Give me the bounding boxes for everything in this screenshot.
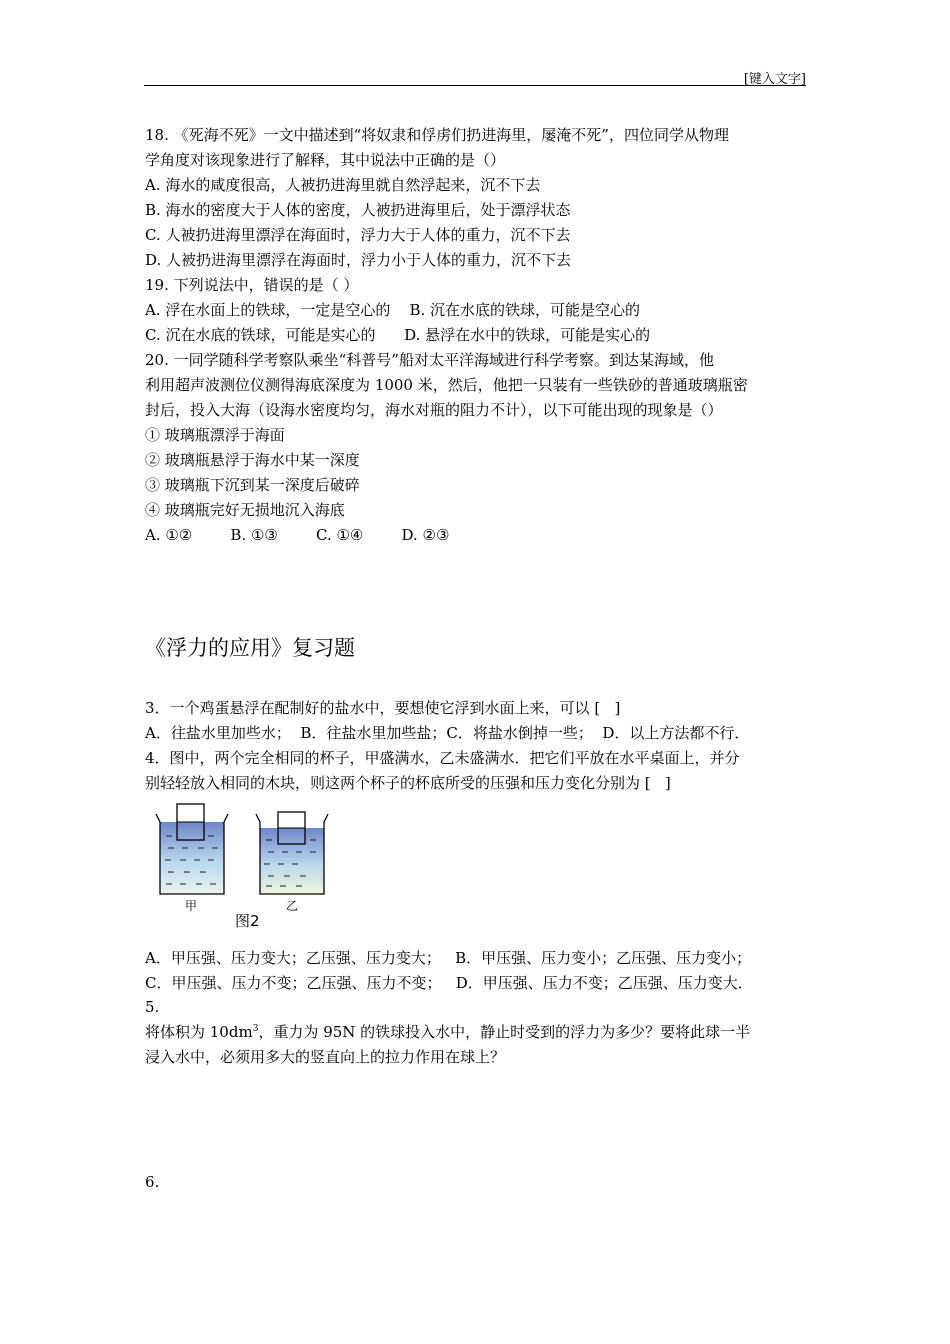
text-line: 学角度对该现象进行了解释，其中说法中正确的是（） <box>145 151 506 169</box>
q5-text-start: 将体积为 10dm <box>145 1023 253 1041</box>
header-divider <box>144 85 806 86</box>
question-6-number: 6. <box>145 1173 160 1191</box>
text-line: C．甲压强、压力不变；乙压强、压力不变； D．甲压强、压力不变；乙压强、压力变大． <box>145 974 753 992</box>
text-line: A. ①② B. ①③ C. ①④ D. ②③ <box>145 526 450 544</box>
q5-superscript: 3 <box>252 1024 259 1034</box>
text-line: A. 浮在水面上的铁球，一定是空心的 B. 沉在水底的铁球，可能是空心的 <box>145 301 641 319</box>
question-5-number: 5. <box>145 998 160 1016</box>
cup-yi-label: 乙 <box>286 899 299 913</box>
text-line: ③ 玻璃瓶下沉到某一深度后破碎 <box>145 476 360 494</box>
text-line: 利用超声波测位仪测得海底深度为 1000 米，然后，他把一只装有一些铁砂的普通玻璃瓶密 <box>145 376 748 394</box>
text-line: C. 人被扔进海里漂浮在海面时，浮力大于人体的重力，沉不下去 <box>145 226 571 244</box>
questions-18-20 <box>145 123 810 548</box>
questions-3-4 <box>145 696 810 796</box>
text-line: C. 沉在水底的铁球，可能是实心的 D. 悬浮在水中的铁球，可能是实心的 <box>145 326 651 344</box>
section-title: 《浮力的应用》复习题 <box>145 636 355 660</box>
page-header: [键入文字] <box>743 72 806 87</box>
text-line: 3．一个鸡蛋悬浮在配制好的盐水中，要想使它浮到水面上来，可以 [ ] <box>145 699 621 717</box>
cups-figure <box>150 800 330 930</box>
figure-caption: 图2 <box>235 912 260 930</box>
text-line: D. 人被扔进海里漂浮在海面时，浮力小于人体的重力，沉不下去 <box>145 251 572 269</box>
text-line <box>145 1020 810 1045</box>
text-line: 别轻轻放入相同的木块，则这两个杯子的杯底所受的压强和压力变化分别为 [ ] <box>145 774 671 792</box>
text-line: 20. 一同学随科学考察队乘坐“科普号”船对太平洋海域进行科学考察。到达某海域，他 <box>145 351 714 369</box>
text-line: 18. 《死海不死》一文中描述到“将奴隶和俘虏们扔进海里，屡淹不死”，四位同学从物理 <box>145 126 729 144</box>
text-line: 19. 下列说法中，错误的是（ ） <box>145 276 359 294</box>
text-line: A. 海水的咸度很高，人被扔进海里就自然浮起来，沉不下去 <box>145 176 541 194</box>
text-line: A．甲压强、压力变大；乙压强、压力变大； B．甲压强、压力变小；乙压强、压力变小； <box>145 949 752 967</box>
text-line: B. 海水的密度大于人体的密度，人被扔进海里后，处于漂浮状态 <box>145 201 571 219</box>
cup-jia-label: 甲 <box>185 899 198 913</box>
text-line: ② 玻璃瓶悬浮于海水中某一深度 <box>145 451 360 469</box>
text-line: ① 玻璃瓶漂浮于海面 <box>145 426 285 444</box>
question-5-text <box>145 1020 810 1070</box>
text-line: 封后，投入大海（设海水密度均匀，海水对瓶的阻力不计），以下可能出现的现象是（） <box>145 401 723 419</box>
text-line: 4．图中，两个完全相同的杯子，甲盛满水，乙未盛满水．把它们平放在水平桌面上，并分 <box>145 749 740 767</box>
cup-jia <box>156 804 228 894</box>
cup-yi <box>256 812 328 894</box>
text-line: 浸入水中，必须用多大的竖直向上的拉力作用在球上？ <box>145 1048 506 1066</box>
question-4-options <box>145 946 810 996</box>
text-line: A．往盐水里加些水； B．往盐水里加些盐；C．将盐水倒掉一些； D．以上方法都不行． <box>145 724 750 742</box>
cups-diagram <box>150 800 330 930</box>
q5-text-end: ，重力为 95N 的铁球投入水中，静止时受到的浮力为多少？要将此球一半 <box>258 1023 751 1041</box>
text-line: ④ 玻璃瓶完好无损地沉入海底 <box>145 501 345 519</box>
